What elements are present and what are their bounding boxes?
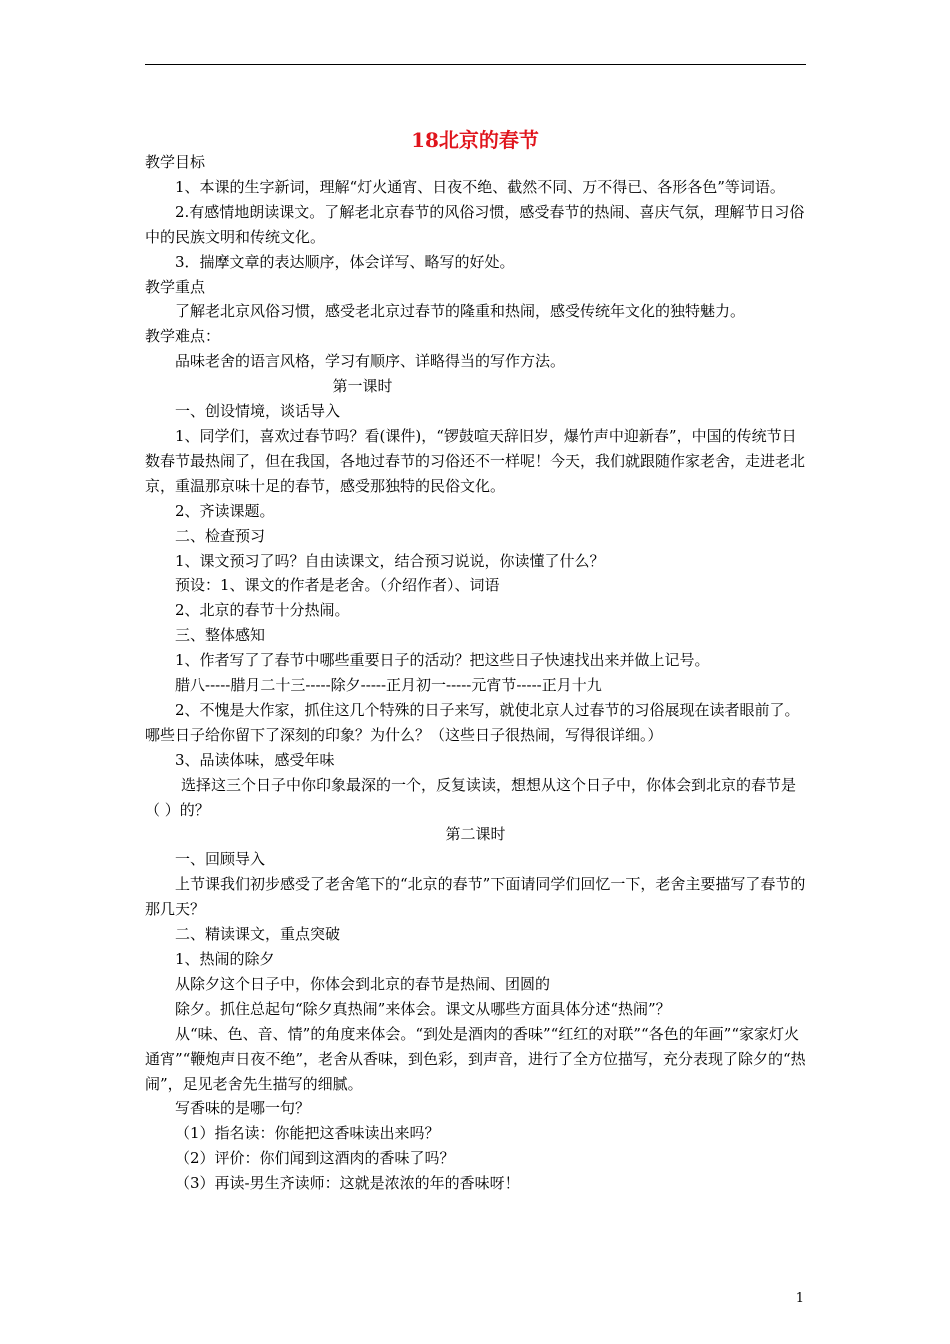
paragraph: 2.有感情地朗读课文。了解老北京春节的风俗习惯，感受春节的热闹、喜庆气氛，理解节日习俗中的民族文明和传统文化。 [145,202,805,246]
page-title: 18北京的春节 [411,128,539,152]
paragraph: 二、精读课文，重点突破 [175,925,341,944]
paragraph: 2、不愧是大作家，抓住这几个特殊的日子来写，就使北京人过春节的习俗展现在读者眼前了。哪些日子给你留下了深刻的印象？为什么？（这些日子很热闹，写得很详细。） [145,700,800,744]
header-rule [145,64,806,65]
paragraph: 2、齐读课题。 [175,501,275,520]
lesson-heading: 第一课时 [332,377,393,396]
paragraph: 选择这三个日子中你印象最深的一个，反复读读，想想从这个日子中，你体会到北京的春节是（ ）的？ [145,775,797,819]
section-heading: 教学重点 [145,277,206,296]
paragraph: 从除夕这个日子中，你体会到北京的春节是热闹、团圆的 [175,974,551,993]
paragraph: 1、作者写了了春节中哪些重要日子的活动？把这些日子快速找出来并做上记号。 [175,651,710,670]
paragraph: （1）指名读：你能把这香味读出来吗？ [175,1124,440,1143]
paragraph: 2、北京的春节十分热闹。 [175,601,350,620]
page-number: 1 [795,1291,804,1306]
paragraph: 除夕。抓住总起句“除夕真热闹”来体会。课文从哪些方面具体分述“热闹”？ [175,999,671,1018]
lesson-heading: 第二课时 [445,825,506,844]
paragraph: 上节课我们初步感受了老舍笔下的“北京的春节”下面请同学们回忆一下，老舍主要描写了春节的那几天？ [145,875,806,919]
paragraph: 一、创设情境，谈话导入 [175,402,341,421]
paragraph: 1、热闹的除夕 [175,950,275,968]
paragraph: 3．揣摩文章的表达顺序，体会详写、略写的好处。 [175,252,515,271]
paragraph: （3）再读-男生齐读师：这就是浓浓的年的香味呀！ [175,1174,520,1193]
paragraph: 1、同学们，喜欢过春节吗？看(课件)，“锣鼓喧天辞旧岁，爆竹声中迎新春”，中国的传统节日数春节最热闹了，但在我国，各地过春节的习俗还不一样呢！今天，我们就跟随作家老舍，走进老北京，重温那京味十足的春节，感受那独特的民俗文化。 [145,426,806,495]
paragraph: 1、课文预习了吗？自由读课文，结合预习说说，你读懂了什么？ [175,551,605,570]
section-heading: 教学目标 [145,153,206,171]
paragraph: 品味老舍的语言风格，学习有顺序、详略得当的写作方法。 [175,352,566,371]
paragraph: 腊八-----腊月二十三-----除夕-----正月初一-----元宵节-----正月十九 [175,676,602,695]
paragraph: 了解老北京风俗习惯，感受老北京过春节的隆重和热闹，感受传统年文化的独特魅力。 [175,302,746,321]
section-heading: 教学难点： [145,327,221,346]
paragraph: 写香味的是哪一句？ [175,1099,311,1118]
paragraph: 从“味、色、音、情”的角度来体会。“到处是酒肉的香味”“红红的对联”“各色的年画”“家家灯火通宵”“鞭炮声日夜不绝”，老舍从香味，到色彩，到声音，进行了全方位描写，充分表现了除夕的“热闹”，足见老舍先生描写的细腻。 [145,1024,806,1093]
paragraph: 预设：1、课文的作者是老舍。（介绍作者）、词语 [175,576,500,595]
paragraph: 3、品读体味，感受年味 [175,750,335,769]
paragraph: 1、本课的生字新词，理解“灯火通宵、日夜不绝、截然不同、万不得已、各形各色”等词语。 [175,177,785,196]
paragraph: 二、检查预习 [175,526,266,545]
paragraph: 一、回顾导入 [175,850,266,869]
paragraph: （2）评价：你们闻到这酒肉的香味了吗？ [175,1149,455,1168]
paragraph: 三、整体感知 [175,626,266,645]
document-body [145,150,806,1196]
